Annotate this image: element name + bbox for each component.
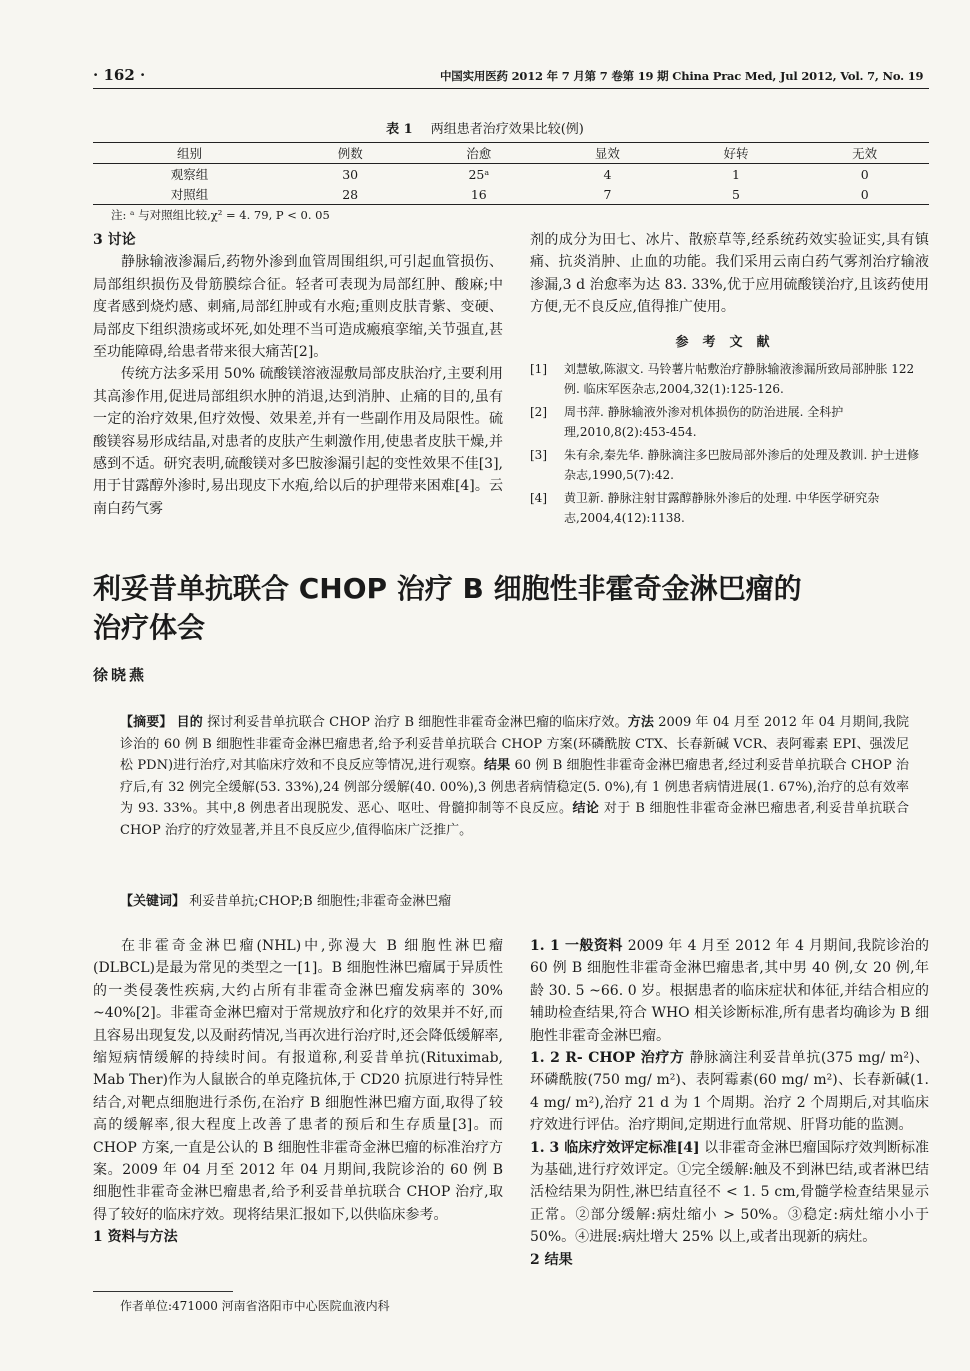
reference-item <box>530 446 929 485</box>
reference-number: [3] <box>530 448 547 462</box>
article-author: 徐晓燕 <box>93 666 148 684</box>
table-cell: 28 <box>342 186 359 202</box>
conclusion-label: 结论 <box>572 801 600 816</box>
table-cell: 25ᵃ <box>468 166 490 182</box>
paragraph: 在非霍奇金淋巴瘤(NHL)中,弥漫大 B 细胞性淋巴瘤(DLBCL)是最为常见的类型之一[1]。B 细胞性淋巴瘤属于异质性的一类侵袭性疾病,大约占所有非霍奇金淋巴瘤发病率的 30% ~40%[2]。非霍奇金淋巴瘤对于常规放疗和化疗的效果并不好,而且容易出现复发,以及耐药情况,当再次进行治疗时,还会降低缓解率,缩短病情缓解的持续时间。有报道称,利妥昔单抗(Rituximab, Mab Ther)作为人鼠嵌合的单克隆抗体,于 CD20 抗原进行特异性结合,对靶点细胞进行杀伤,在治疗 B 细胞性淋巴瘤方面,取得了较高的缓解率,很大程度上改善了患者的预后和生存质量[3]。而 CHOP 方案,一直是公认的 B 细胞性非霍奇金淋巴瘤的标准治疗方案。2009 年 04 月至 2012 年 04 月期间,我院诊治的 60 例 B 细胞性非霍奇金淋巴瘤患者,给予利妥昔单抗联合 CHOP 治疗,取得了较好的临床疗效。现将结果汇报如下,以供临床参考。 <box>93 938 503 1223</box>
method-text: 2009 年 04 月至 2012 年 04 月期间,我院诊治的 60 例 B 细胞性非霍奇金淋巴瘤患者,给予利妥昔单抗联合 CHOP 方案(环磷酰胺 CTX、长春新碱 VCR、表阿霉素 EPI、强泼尼松 PDN)进行治疗,对其临床疗效和不良反应等情况,进行观察。 <box>120 715 909 773</box>
table-label: 表 1 <box>386 122 413 137</box>
table-row <box>93 184 929 205</box>
reference-text: 刘慧敏,陈淑文. 马铃薯片帖敷治疗静脉输液渗漏所致局部肿胀 122 例. 临床军医杂志,2004,32(1):125-126. <box>564 362 915 396</box>
journal-header: 中国实用医药 2012 年 7 月第 7 卷第 19 期 China Prac Med, Jul 2012, Vol. 7, No. 19 <box>440 69 924 83</box>
table-note: 注: ᵃ 与对照组比较,χ² = 4. 79, P < 0. 05 <box>111 208 330 222</box>
section-heading: 3 讨论 <box>93 232 136 248</box>
section-heading: 2 结果 <box>530 1251 573 1268</box>
table-row <box>93 164 929 185</box>
table-header-cell: 组别 <box>176 146 202 161</box>
table-cell: 7 <box>603 186 612 202</box>
paragraph: 静脉输液渗漏后,药物外渗到血管周围组织,可引起血管损伤、局部组织损伤及骨筋膜综合征。轻者可表现为局部红肿、酸麻;中度者感到烧灼感、刺痛,局部红肿或有水疱;重则皮肤青紫、变硬、局部皮下组织溃疡或坏死,如处理不当可造成瘢痕挛缩,关节强直,甚至功能障碍,给患者带来很大痛苦[2]。 <box>93 254 503 361</box>
page-number: · 162 · <box>93 66 146 84</box>
table-header-cell: 例数 <box>337 146 363 161</box>
table-header-cell: 好转 <box>723 146 749 161</box>
reference-number: [4] <box>530 491 547 505</box>
keywords-text: 利妥昔单抗;CHOP;B 细胞性;非霍奇金淋巴瘤 <box>189 894 452 909</box>
table-caption <box>0 118 970 137</box>
reference-text: 朱有余,秦先华. 静脉滴注多巴胺局部外渗后的处理及教训. 护士进修杂志,1990,5(7):42. <box>564 448 920 482</box>
subsection-criteria <box>530 1137 929 1249</box>
keywords-label: 【关键词】 <box>120 894 186 909</box>
reference-text: 周书萍. 静脉输液外渗对机体损伤的防治进展. 全科护理,2010,8(2):453-454. <box>564 405 844 439</box>
subsection-heading: 1. 2 R- CHOP 治疗方 <box>530 1050 685 1067</box>
article-title: 利妥昔单抗联合 CHOP 治疗 B 细胞性非霍奇金淋巴瘤的治疗体会 <box>93 572 802 644</box>
purpose-label: 目的 <box>176 715 203 730</box>
table-cell: 30 <box>342 166 359 182</box>
subsection-regimen <box>530 1047 929 1137</box>
table-cell: 4 <box>603 166 612 182</box>
references-list <box>530 360 929 532</box>
paragraph: 剂的成分为田七、冰片、散瘀草等,经系统药效实验证实,具有镇痛、抗炎消肿、止血的功能。我们采用云南白药气雾剂治疗输液渗漏,3 d 治愈率为达 83. 33%,优于应用硫酸镁治疗,且该药使用方便,无不良反应,值得推广使用。 <box>530 232 929 316</box>
references-title: 参考文献 <box>675 335 784 350</box>
paragraph: 传统方法多采用 50% 硫酸镁溶液湿敷局部皮肤治疗,主要利用其高渗作用,促进局部组织水肿的消退,达到消肿、止痛的目的,虽有一定的治疗效果,但疗效慢、效果差,并有一些副作用及局限性。硫酸镁容易形成结晶,对患者的皮肤产生刺激作用,使患者皮肤干燥,并感到不适。研究表明,硫酸镁对多巴胺渗漏引起的变性效果不佳[3],用于甘露醇外渗时,易出现皮下水疱,给以后的护理带来困难[4]。云南白药气雾 <box>93 366 503 517</box>
table-header-cell: 无效 <box>852 146 878 161</box>
footnote-rule <box>93 1291 233 1292</box>
subsection-heading: 1. 3 临床疗效评定标准[4] <box>530 1139 700 1156</box>
purpose-text: 探讨利妥昔单抗联合 CHOP 治疗 B 细胞性非霍奇金淋巴瘤的临床疗效。 <box>207 715 628 730</box>
discussion-continued <box>530 229 929 319</box>
reference-text: 黄卫新. 静脉注射甘露醇静脉外渗后的处理. 中华医学研究杂志,2004,4(12):1138. <box>564 491 880 525</box>
author-affiliation: 作者单位:471000 河南省洛阳市中心医院血液内科 <box>120 1299 390 1313</box>
subsection-heading: 1. 1 一般资料 <box>530 938 623 954</box>
reference-number: [2] <box>530 405 547 419</box>
discussion-section <box>93 229 503 520</box>
reference-item <box>530 489 929 528</box>
reference-item <box>530 360 929 399</box>
table-cell: 0 <box>860 186 869 202</box>
table-header-cell: 治愈 <box>466 146 492 161</box>
keywords <box>120 891 909 912</box>
result-text: 60 例 B 细胞性非霍奇金淋巴瘤患者,经过利妥昔单抗联合 CHOP 治疗后,有 32 例完全缓解(53. 33%),24 例部分缓解(40. 00%),3 例患者病情稳定(5. 0%),有 1 例患者病情进展(1. 67%),治疗的总有效率为 93. 33%。其中,8 例患者出现脱发、恶心、呕吐、骨髓抑制等不良反应。 <box>120 758 909 816</box>
reference-number: [1] <box>530 362 547 376</box>
table-cell: 观察组 <box>170 167 209 182</box>
results-table <box>93 142 929 205</box>
table-cell: 对照组 <box>170 187 209 202</box>
table-cell: 16 <box>470 186 487 202</box>
table-cell: 1 <box>732 166 740 182</box>
subsection-text: 静脉滴注利妥昔单抗(375 mg/ m²)、环磷酰胺(750 mg/ m²)、表阿霉素(60 mg/ m²)、长春新碱(1. 4 mg/ m²),治疗 21 d 为 1 个周期。治疗 2 个周期后,对其临床疗效进行评估。治疗期间,定期进行血常规、肝肾功能的监测。 <box>530 1050 930 1134</box>
table-cell: 0 <box>860 166 869 182</box>
header-rule <box>93 88 929 89</box>
methods-section <box>530 935 929 1271</box>
reference-item <box>530 403 929 442</box>
abstract-label: 【摘要】 <box>120 715 173 730</box>
result-label: 结果 <box>483 758 511 773</box>
section-heading: 1 资料与方法 <box>93 1229 178 1246</box>
method-label: 方法 <box>627 715 654 730</box>
subsection-text: 2009 年 4 月至 2012 年 4 月期间,我院诊治的 60 例 B 细胞性非霍奇金淋巴瘤患者,其中男 40 例,女 20 例,年龄 30. 5 ~66. 0 岁。根据患者的临床症状和体征,并结合相应的辅助检查结果,符合 WHO 相关诊断标准,所有患者均确诊为 B 细胞性非霍奇金淋巴瘤。 <box>530 938 929 1044</box>
table-title: 两组患者治疗效果比较(例) <box>430 122 584 137</box>
intro-section <box>93 935 503 1249</box>
table-header-cell: 显效 <box>594 146 620 161</box>
table-cell: 5 <box>732 186 740 202</box>
conclusion-text: 对于 B 细胞性非霍奇金淋巴瘤患者,利妥昔单抗联合 CHOP 治疗的疗效显著,并且不良反应少,值得临床广泛推广。 <box>120 801 909 838</box>
table-header-row <box>93 143 929 164</box>
abstract <box>120 712 909 841</box>
subsection-general <box>530 935 929 1047</box>
subsection-text: 以非霍奇金淋巴瘤国际疗效判断标准为基础,进行疗效评定。①完全缓解:触及不到淋巴结,或者淋巴结活检结果为阴性,淋巴结直径不 < 1. 5 cm,骨髓学检查结果显示正常。②部分缓解:病灶缩小 > 50%。③稳定:病灶缩小小于 50%。④进展:病灶增大 25% 以上,或者出现新的病灶。 <box>530 1139 930 1246</box>
